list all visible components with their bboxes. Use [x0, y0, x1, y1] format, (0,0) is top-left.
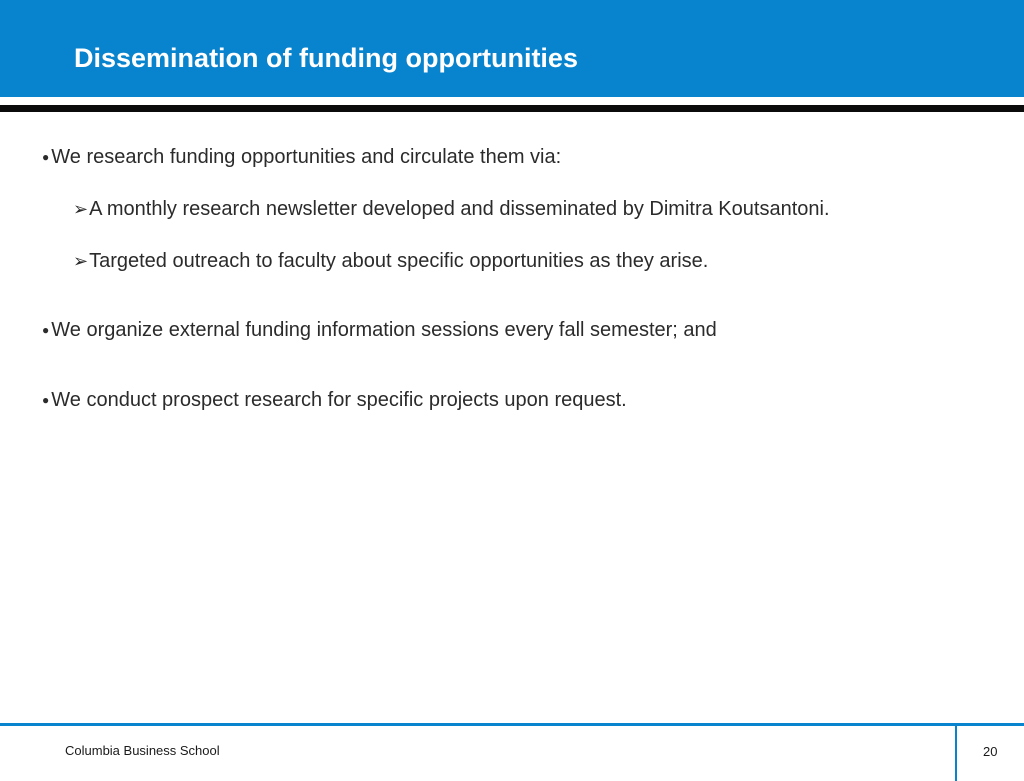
footer-divider: [955, 726, 957, 781]
slide-title: Dissemination of funding opportunities: [74, 43, 578, 73]
bullet-dot-icon: ●: [42, 393, 50, 407]
subbullet-text: Targeted outreach to faculty about specific opportunities as they arise.: [89, 250, 709, 272]
arrow-bullet-icon: ➢: [73, 251, 89, 271]
subbullet-text: A monthly research newsletter developed and disseminated by Dimitra Koutsantoni.: [89, 198, 830, 220]
bullet-dot-icon: ●: [42, 150, 50, 164]
footer-organization: Columbia Business School: [65, 743, 220, 758]
bullet-dot-icon: ●: [42, 323, 50, 337]
bullet-item-prospect: [42, 388, 627, 412]
subbullet-item-outreach: [73, 249, 708, 273]
subbullet-item-newsletter: [73, 197, 830, 221]
page-number: 20: [983, 744, 998, 759]
arrow-bullet-icon: ➢: [73, 199, 89, 219]
bullet-text: We organize external funding information sessions every fall semester; and: [51, 319, 717, 341]
bullet-item-sessions: [42, 318, 717, 342]
bullet-item-research: [42, 145, 561, 169]
bullet-text: We conduct prospect research for specific projects upon request.: [51, 389, 627, 411]
footer-rule: [0, 723, 1024, 726]
bullet-text: We research funding opportunities and circulate them via:: [51, 146, 562, 168]
